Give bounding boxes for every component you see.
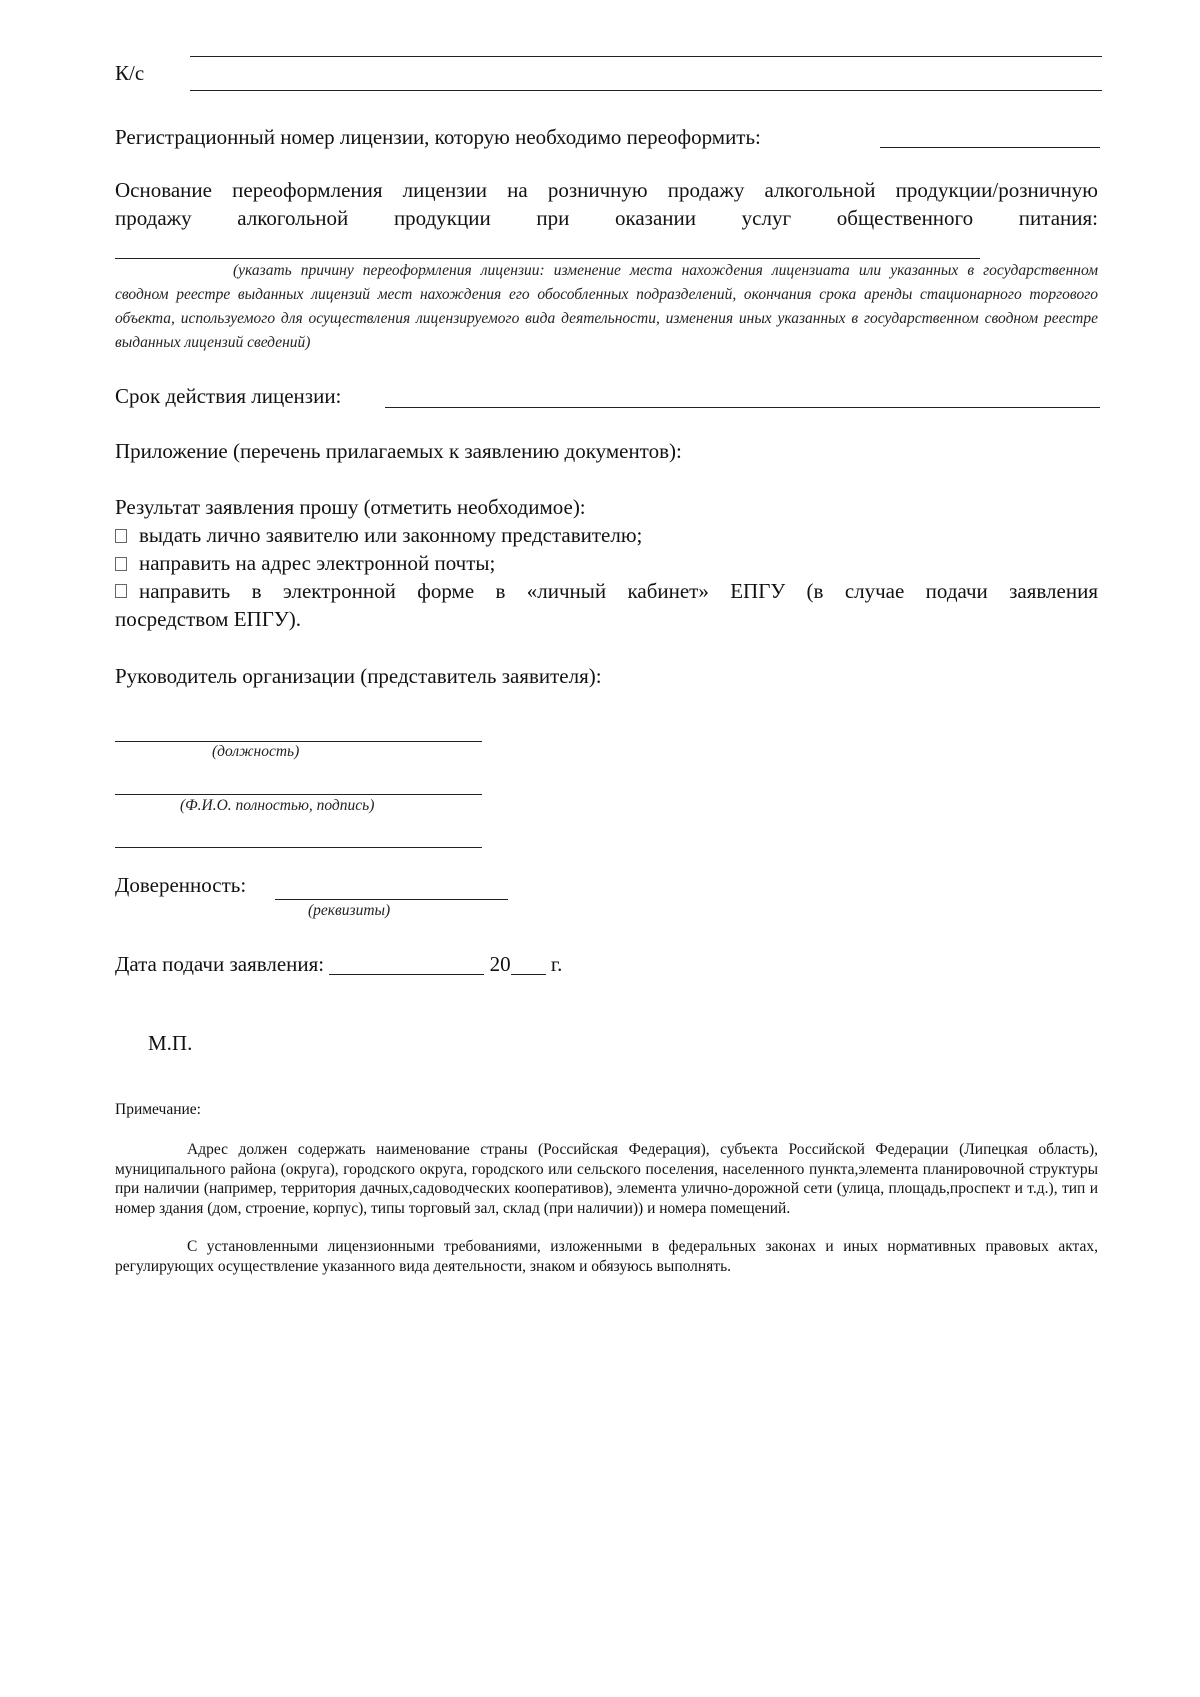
ks-label: К/с: [115, 61, 145, 85]
year-field[interactable]: [511, 954, 546, 975]
option-label: выдать лично заявителю или законному представителю;: [139, 523, 643, 547]
ks-field-line[interactable]: [190, 90, 1102, 91]
term-field[interactable]: [385, 407, 1100, 408]
proxy-field[interactable]: [275, 899, 508, 900]
stamp-label: М.П.: [148, 1031, 193, 1055]
term-label: Срок действия лицензии:: [115, 384, 342, 408]
appendix-label: Приложение (перечень прилагаемых к заявлению документов):: [115, 439, 682, 463]
option-label: направить в электронной форме в «личный кабинет» ЕПГУ (в случае подачи заявления: [139, 579, 1098, 603]
proxy-label: Доверенность:: [115, 873, 247, 897]
checkbox-icon[interactable]: [115, 584, 127, 598]
top-line-1: [190, 56, 1102, 57]
basis-hint: (указать причину переоформления лицензии: изменение места нахождения лицензиата или указанных в государственном сводном реестре выданных лицензий мест нахождения его обособленных подразделений, окончания срока аренды стационарного торгового объекта, используемого для осуществления лицензируемого вида деятельности, изменения иных указанных в государственном сводном реестре выданных лицензий сведений): [115, 262, 1098, 351]
note-paragraph-1: Адрес должен содержать наименование страны (Российская Федерация), субъекта Российской Федерации (Липецкая область), муниципального района (округа), городского округа, городского или сельского поселения, населенного пункта,элемента планировочной структуры при наличии (например, территория дачных,садоводческих кооперативов), элемента улично-дорожной сети (улица, площадь,проспект и т.д.), тип и номер здания (дом, строение, корпус), типы торговый зал, склад (при наличии)) и номера помещений.: [115, 1141, 1098, 1217]
result-option-3-cont: посредством ЕПГУ).: [115, 607, 301, 631]
reg-number-label: Регистрационный номер лицензии, которую необходимо переоформить:: [115, 125, 761, 149]
extra-signature-line[interactable]: [115, 847, 482, 848]
checkbox-icon[interactable]: [115, 529, 127, 543]
result-option-1: [115, 522, 642, 548]
result-title: Результат заявления прошу (отметить необходимое):: [115, 495, 586, 519]
proxy-caption: (реквизиты): [308, 902, 391, 919]
position-caption: (должность): [212, 743, 300, 760]
date-year-suffix: г.: [550, 952, 563, 976]
checkbox-icon[interactable]: [115, 557, 127, 571]
note-title: Примечание:: [115, 1101, 201, 1118]
position-field[interactable]: [115, 741, 482, 742]
date-label: Дата подачи заявления:: [115, 952, 325, 976]
fio-caption: (Ф.И.О. полностью, подпись): [180, 797, 375, 814]
result-option-3: [115, 578, 1098, 604]
date-year-prefix: 20: [489, 952, 511, 976]
note-paragraph-2: С установленными лицензионными требованиями, изложенными в федеральных законах и иных нормативных правовых актах, регулирующих осуществление указанного вида деятельности, знаком и обязуюсь выполнять.: [115, 1238, 1098, 1275]
fio-field[interactable]: [115, 794, 482, 795]
date-field[interactable]: [329, 954, 484, 975]
option-label: направить на адрес электронной почты;: [139, 551, 496, 575]
basis-line-2: продажу алкогольной продукции при оказании услуг общественного питания:: [115, 206, 1098, 230]
date-row: [115, 951, 562, 977]
head-label: Руководитель организации (представитель заявителя):: [115, 664, 602, 688]
basis-line-1: Основание переоформления лицензии на розничную продажу алкогольной продукции/розничную: [115, 178, 1098, 202]
reg-number-field[interactable]: [880, 147, 1100, 148]
result-option-2: [115, 550, 495, 576]
